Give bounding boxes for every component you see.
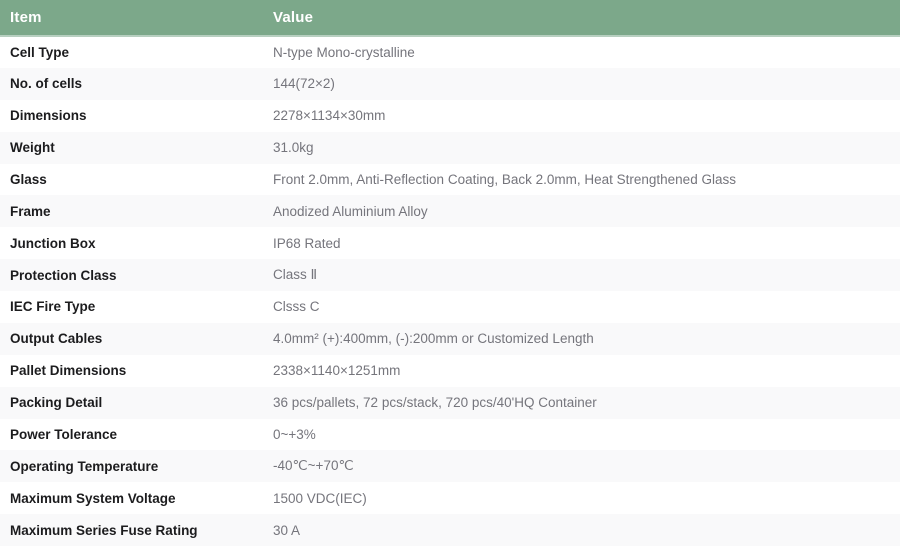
column-header-item: Item xyxy=(0,0,263,36)
table-row xyxy=(0,132,900,164)
table-row xyxy=(0,68,900,100)
table-row xyxy=(0,100,900,132)
table-row xyxy=(0,259,900,291)
value-cell: -40℃~+70℃ xyxy=(273,458,354,474)
item-cell: Packing Detail xyxy=(10,395,103,411)
item-cell: Weight xyxy=(10,140,55,156)
table-row xyxy=(0,195,900,227)
value-cell: 30 A xyxy=(273,522,301,538)
item-cell: Junction Box xyxy=(10,235,96,251)
table-header xyxy=(0,0,900,36)
item-cell: Dimensions xyxy=(10,108,87,124)
item-cell: Cell Type xyxy=(10,44,70,60)
header-row xyxy=(0,0,900,36)
table-body xyxy=(0,36,900,546)
value-cell: 1500 VDC(IEC) xyxy=(273,490,367,506)
value-cell: Class Ⅱ xyxy=(273,267,318,283)
table-row xyxy=(0,36,900,68)
table-row xyxy=(0,323,900,355)
value-cell: 31.0kg xyxy=(273,140,314,156)
item-cell: Maximum Series Fuse Rating xyxy=(10,522,198,538)
item-cell: IEC Fire Type xyxy=(10,299,96,315)
item-cell: Maximum System Voltage xyxy=(10,490,176,506)
value-cell: 4.0mm² (+):400mm, (-):200mm or Customized Length xyxy=(273,331,594,347)
item-cell: Glass xyxy=(10,171,47,187)
table-row xyxy=(0,164,900,196)
table-row xyxy=(0,355,900,387)
table-row xyxy=(0,291,900,323)
item-cell: No. of cells xyxy=(10,76,83,92)
value-cell: 2278×1134×30mm xyxy=(273,108,386,124)
item-cell: Frame xyxy=(10,203,51,219)
value-cell: 36 pcs/pallets, 72 pcs/stack, 720 pcs/40'HQ Container xyxy=(273,395,597,411)
value-cell: 144(72×2) xyxy=(273,76,335,92)
item-cell: Pallet Dimensions xyxy=(10,363,127,379)
item-cell: Protection Class xyxy=(10,267,117,283)
item-cell: Operating Temperature xyxy=(10,458,159,474)
table-row xyxy=(0,419,900,451)
value-cell: 2338×1140×1251mm xyxy=(273,363,401,379)
table-row xyxy=(0,450,900,482)
value-cell: IP68 Rated xyxy=(273,235,341,251)
column-header-value: Value xyxy=(263,0,900,36)
item-cell: Output Cables xyxy=(10,331,103,347)
value-cell: Front 2.0mm, Anti-Reflection Coating, Back 2.0mm, Heat Strengthened Glass xyxy=(273,171,736,187)
value-cell: Anodized Aluminium Alloy xyxy=(273,203,428,219)
value-cell: N-type Mono-crystalline xyxy=(273,44,415,60)
item-cell: Power Tolerance xyxy=(10,426,118,442)
value-cell: Clsss C xyxy=(273,299,320,315)
table-row xyxy=(0,387,900,419)
table-row xyxy=(0,514,900,546)
value-cell: 0~+3% xyxy=(273,426,316,442)
table-row xyxy=(0,227,900,259)
table-row xyxy=(0,482,900,514)
